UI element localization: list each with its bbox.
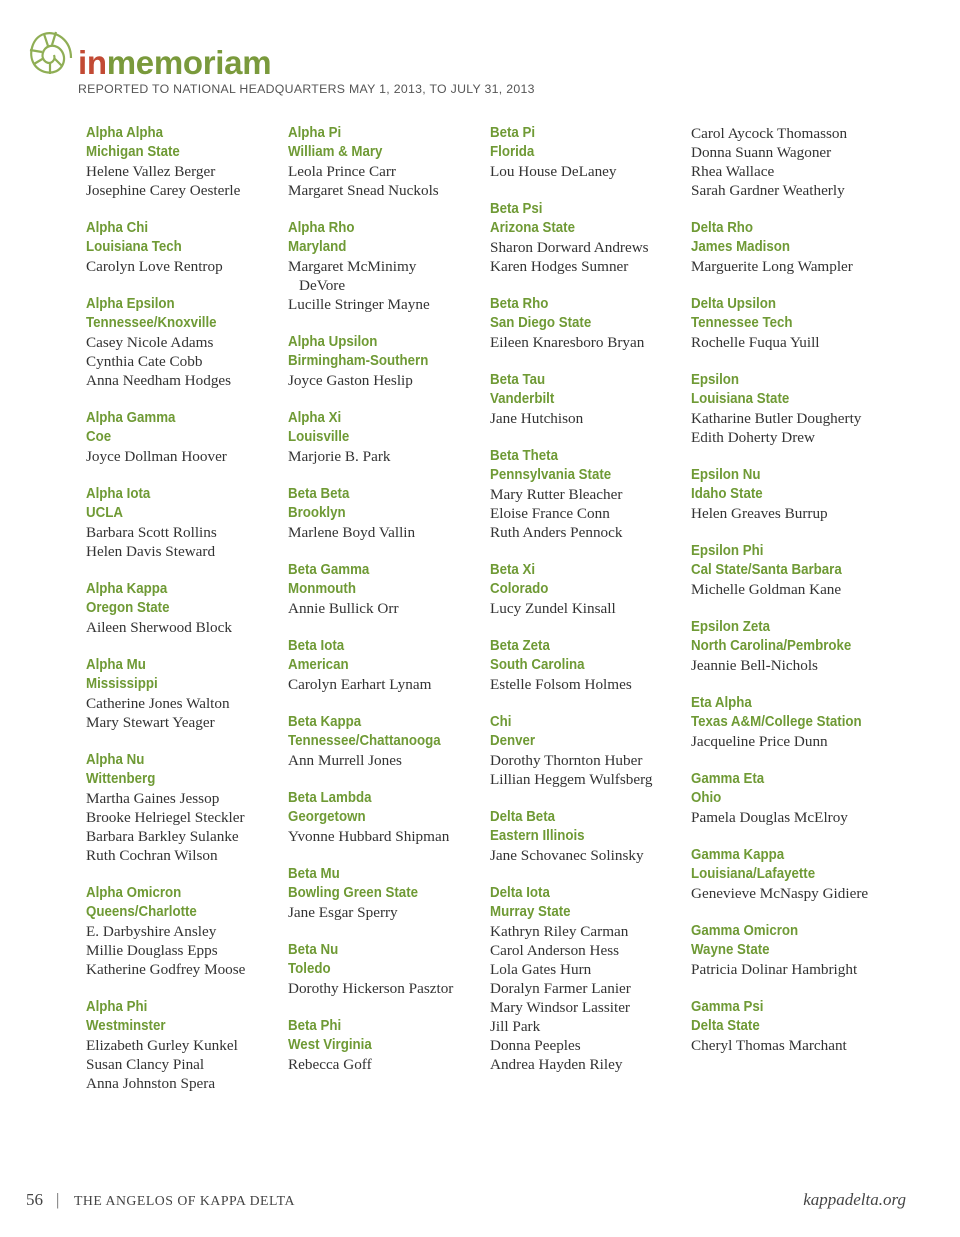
chapter-name: Alpha Chi [86, 220, 149, 236]
member-name: Cheryl Thomas Marchant [691, 1037, 847, 1054]
chapter-name: Alpha Mu [86, 657, 146, 673]
memorial-column-3 [490, 124, 685, 1093]
chapter-name: Alpha Omicron [86, 885, 182, 901]
memorial-entry [288, 124, 483, 200]
memorial-entry [86, 295, 281, 390]
memorial-entry [86, 219, 281, 276]
memorial-column-1 [86, 124, 281, 1112]
school-name: Louisiana Tech [86, 239, 182, 255]
member-name: Sharon Dorward Andrews [490, 239, 649, 256]
school-name: Texas A&M/College Station [691, 714, 862, 730]
member-name: Karen Hodges Sumner [490, 258, 629, 275]
memorial-entry [691, 922, 886, 979]
member-name: Margaret Snead Nuckols [288, 182, 439, 199]
school-name: Louisiana/Lafayette [691, 866, 816, 882]
member-name: Aileen Sherwood Block [86, 619, 232, 636]
member-name: Donna Peeples [490, 1037, 581, 1054]
member-name: Joyce Gaston Heslip [288, 372, 413, 389]
memorial-entry [86, 409, 281, 466]
title-main: memoriam [106, 44, 272, 81]
publication-name: THE ANGELOS OF KAPPA DELTA [74, 1193, 295, 1208]
member-name: Brooke Helriegel Steckler [86, 809, 245, 826]
member-name: Cynthia Cate Cobb [86, 353, 203, 370]
memorial-entry [86, 998, 281, 1093]
memorial-entry [691, 770, 886, 827]
school-name: Tennessee/Knoxville [86, 315, 217, 331]
member-name: Millie Douglass Epps [86, 942, 218, 959]
memorial-entry [490, 447, 685, 542]
member-name: Rhea Wallace [691, 163, 775, 180]
member-name: Dorothy Thornton Huber [490, 752, 643, 769]
memorial-entry [490, 371, 685, 428]
footer-separator: | [56, 1190, 60, 1209]
memorial-entry [288, 409, 483, 466]
school-name: Louisiana State [691, 391, 790, 407]
memorial-entry [490, 124, 685, 181]
chapter-name: Chi [490, 714, 512, 730]
chapter-name: Delta Upsilon [691, 296, 776, 312]
memorial-entry [288, 333, 483, 390]
chapter-name: Alpha Xi [288, 410, 342, 426]
school-name: Pennsylvania State [490, 467, 612, 483]
school-name: UCLA [86, 505, 123, 521]
page-footer [26, 1190, 906, 1214]
chapter-name: Beta Pi [490, 125, 536, 141]
member-name: Rochelle Fuqua Yuill [691, 334, 820, 351]
school-name: Oregon State [86, 600, 170, 616]
member-name: Carol Anderson Hess [490, 942, 620, 959]
memorial-entry [691, 371, 886, 447]
chapter-name: Epsilon Zeta [691, 619, 771, 635]
chapter-name: Beta Psi [490, 201, 543, 217]
school-name: Idaho State [691, 486, 763, 502]
member-name: Barbara Barkley Sulanke [86, 828, 239, 845]
memorial-entry [691, 219, 886, 276]
member-name: Barbara Scott Rollins [86, 524, 217, 541]
memorial-entry [288, 637, 483, 694]
memorial-entry [288, 865, 483, 922]
member-name: Edith Doherty Drew [691, 429, 815, 446]
memorial-entry [288, 789, 483, 846]
school-name: South Carolina [490, 657, 585, 673]
chapter-name: Eta Alpha [691, 695, 752, 711]
chapter-name: Gamma Eta [691, 771, 765, 787]
chapter-name: Alpha Iota [86, 486, 151, 502]
school-name: James Madison [691, 239, 791, 255]
member-name: Patricia Dolinar Hambright [691, 961, 858, 978]
member-name: Genevieve McNaspy Gidiere [691, 885, 869, 902]
school-name: Ohio [691, 790, 722, 806]
member-name: DeVore [299, 277, 346, 294]
member-name: Ruth Anders Pennock [490, 524, 623, 541]
chapter-name: Alpha Epsilon [86, 296, 175, 312]
member-name: Helen Greaves Burrup [691, 505, 828, 522]
member-name: Catherine Jones Walton [86, 695, 230, 712]
member-name: Lucy Zundel Kinsall [490, 600, 616, 617]
chapter-name: Beta Gamma [288, 562, 370, 578]
member-name: Jane Esgar Sperry [288, 904, 398, 921]
chapter-name: Delta Beta [490, 809, 556, 825]
memorial-entry [490, 713, 685, 789]
page-number: 56 [26, 1190, 43, 1209]
page-subtitle: REPORTED TO NATIONAL HEADQUARTERS MAY 1, 2013, TO JULY 31, 2013 [78, 82, 535, 96]
chapter-name: Beta Iota [288, 638, 345, 654]
member-name: Josephine Carey Oesterle [86, 182, 241, 199]
chapter-name: Delta Rho [691, 220, 754, 236]
school-name: Coe [86, 429, 112, 445]
memorial-entry [490, 884, 685, 1074]
memorial-entry [86, 580, 281, 637]
member-name: Eloise France Conn [490, 505, 610, 522]
memorial-entry [691, 124, 886, 200]
chapter-name: Beta Theta [490, 448, 558, 464]
chapter-name: Gamma Psi [691, 999, 764, 1015]
memorial-entry [490, 561, 685, 618]
school-name: Westminster [86, 1018, 166, 1034]
chapter-name: Alpha Gamma [86, 410, 176, 426]
member-name: Martha Gaines Jessop [86, 790, 220, 807]
memorial-entry [490, 637, 685, 694]
memorial-entry [691, 846, 886, 903]
memorial-entry [288, 561, 483, 618]
memorial-entry [490, 808, 685, 865]
member-name: Ann Murrell Jones [288, 752, 402, 769]
chapter-name: Epsilon Phi [691, 543, 764, 559]
chapter-name: Gamma Omicron [691, 923, 799, 939]
member-name: Donna Suann Wagoner [691, 144, 832, 161]
page-header [26, 24, 926, 104]
memorial-entry [288, 713, 483, 770]
member-name: Lola Gates Hurn [490, 961, 592, 978]
member-name: Joyce Dollman Hoover [86, 448, 227, 465]
school-name: West Virginia [288, 1037, 372, 1053]
school-name: Vanderbilt [490, 391, 555, 407]
chapter-name: Gamma Kappa [691, 847, 785, 863]
school-name: Queens/Charlotte [86, 904, 197, 920]
member-name: Carolyn Earhart Lynam [288, 676, 432, 693]
school-name: San Diego State [490, 315, 592, 331]
school-name: Wayne State [691, 942, 770, 958]
memorial-entry [691, 618, 886, 675]
chapter-name: Beta Kappa [288, 714, 362, 730]
school-name: Mississippi [86, 676, 158, 692]
member-name: Ruth Cochran Wilson [86, 847, 218, 864]
school-name: Monmouth [288, 581, 356, 597]
chapter-name: Epsilon [691, 372, 740, 388]
member-name: Katherine Godfrey Moose [86, 961, 246, 978]
member-name: Jeannie Bell-Nichols [691, 657, 818, 674]
chapter-name: Alpha Nu [86, 752, 145, 768]
school-name: Eastern Illinois [490, 828, 585, 844]
memorial-entry [691, 694, 886, 751]
member-name: Jill Park [490, 1018, 541, 1035]
chapter-name: Alpha Kappa [86, 581, 168, 597]
member-name: Anna Needham Hodges [86, 372, 232, 389]
member-name: Casey Nicole Adams [86, 334, 214, 351]
member-name: Katharine Butler Dougherty [691, 410, 862, 427]
memorial-entry [86, 751, 281, 865]
member-name: Lou House DeLaney [490, 163, 617, 180]
member-name: Eileen Knaresboro Bryan [490, 334, 645, 351]
school-name: Louisville [288, 429, 350, 445]
member-name: Marguerite Long Wampler [691, 258, 853, 275]
member-name: Marlene Boyd Vallin [288, 524, 416, 541]
member-name: Lucille Stringer Mayne [288, 296, 430, 313]
member-name: Jacqueline Price Dunn [691, 733, 828, 750]
member-name: Elizabeth Gurley Kunkel [86, 1037, 238, 1054]
memorial-entry [86, 485, 281, 561]
chapter-name: Beta Tau [490, 372, 546, 388]
chapter-name: Beta Rho [490, 296, 549, 312]
member-name: Yvonne Hubbard Shipman [288, 828, 450, 845]
member-name: E. Darbyshire Ansley [86, 923, 217, 940]
school-name: North Carolina/Pembroke [691, 638, 852, 654]
member-name: Mary Stewart Yeager [86, 714, 215, 731]
school-name: Brooklyn [288, 505, 346, 521]
title-prefix: in [78, 44, 107, 81]
memorial-entry [288, 485, 483, 542]
member-name: Mary Windsor Lassiter [490, 999, 630, 1016]
member-name: Margaret McMinimy [288, 258, 417, 275]
memorial-columns [86, 124, 946, 1104]
memorial-entry [691, 998, 886, 1055]
school-name: Toledo [288, 961, 331, 977]
school-name: Wittenberg [86, 771, 156, 787]
member-name: Carol Aycock Thomasson [691, 125, 848, 142]
chapter-name: Alpha Pi [288, 125, 342, 141]
school-name: Cal State/Santa Barbara [691, 562, 842, 578]
chapter-name: Alpha Upsilon [288, 334, 378, 350]
school-name: Tennessee Tech [691, 315, 793, 331]
school-name: Bowling Green State [288, 885, 419, 901]
member-name: Sarah Gardner Weatherly [691, 182, 845, 199]
memorial-entry [490, 200, 685, 276]
school-name: Delta State [691, 1018, 760, 1034]
member-name: Carolyn Love Rentrop [86, 258, 223, 275]
member-name: Lillian Heggem Wulfsberg [490, 771, 653, 788]
school-name: Tennessee/Chattanooga [288, 733, 441, 749]
member-name: Kathryn Riley Carman [490, 923, 629, 940]
memorial-entry [288, 1017, 483, 1074]
page-title [78, 44, 271, 82]
school-name: Denver [490, 733, 536, 749]
chapter-name: Alpha Alpha [86, 125, 164, 141]
member-name: Helen Davis Steward [86, 543, 216, 560]
memorial-entry [490, 295, 685, 352]
memorial-entry [288, 219, 483, 314]
member-name: Mary Rutter Bleacher [490, 486, 623, 503]
memorial-entry [691, 466, 886, 523]
school-name: Murray State [490, 904, 571, 920]
chapter-name: Alpha Phi [86, 999, 148, 1015]
school-name: Colorado [490, 581, 549, 597]
member-name: Dorothy Hickerson Pasztor [288, 980, 454, 997]
memorial-entry [691, 295, 886, 352]
member-name: Leola Prince Carr [288, 163, 396, 180]
chapter-name: Beta Mu [288, 866, 340, 882]
chapter-name: Beta Phi [288, 1018, 342, 1034]
memorial-entry [86, 124, 281, 200]
member-name: Michelle Goldman Kane [691, 581, 842, 598]
memorial-entry [288, 941, 483, 998]
member-name: Jane Schovanec Solinsky [490, 847, 644, 864]
chapter-name: Alpha Rho [288, 220, 355, 236]
member-name: Susan Clancy Pinal [86, 1056, 205, 1073]
memorial-column-4 [691, 124, 886, 1074]
school-name: Maryland [288, 239, 347, 255]
chapter-name: Beta Nu [288, 942, 339, 958]
school-name: Arizona State [490, 220, 575, 236]
school-name: Georgetown [288, 809, 366, 825]
chapter-name: Epsilon Nu [691, 467, 761, 483]
member-name: Annie Bullick Orr [288, 600, 399, 617]
chapter-name: Beta Xi [490, 562, 536, 578]
website-link[interactable]: kappadelta.org [803, 1190, 906, 1209]
school-name: American [288, 657, 349, 673]
member-name: Anna Johnston Spera [86, 1075, 216, 1092]
member-name: Jane Hutchison [490, 410, 584, 427]
member-name: Marjorie B. Park [288, 448, 391, 465]
member-name: Helene Vallez Berger [86, 163, 216, 180]
memorial-column-2 [288, 124, 483, 1093]
member-name: Andrea Hayden Riley [490, 1056, 623, 1073]
chapter-name: Beta Zeta [490, 638, 550, 654]
member-name: Pamela Douglas McElroy [691, 809, 848, 826]
school-name: Michigan State [86, 144, 180, 160]
memorial-entry [691, 542, 886, 599]
chapter-name: Beta Lambda [288, 790, 372, 806]
memorial-entry [86, 884, 281, 979]
member-name: Doralyn Farmer Lanier [490, 980, 631, 997]
school-name: Birmingham-Southern [288, 353, 429, 369]
school-name: William & Mary [288, 144, 383, 160]
memorial-entry [86, 656, 281, 732]
nautilus-shell-icon [26, 24, 76, 82]
chapter-name: Delta Iota [490, 885, 550, 901]
chapter-name: Beta Beta [288, 486, 350, 502]
member-name: Rebecca Goff [288, 1056, 372, 1073]
school-name: Florida [490, 144, 535, 160]
member-name: Estelle Folsom Holmes [490, 676, 632, 693]
